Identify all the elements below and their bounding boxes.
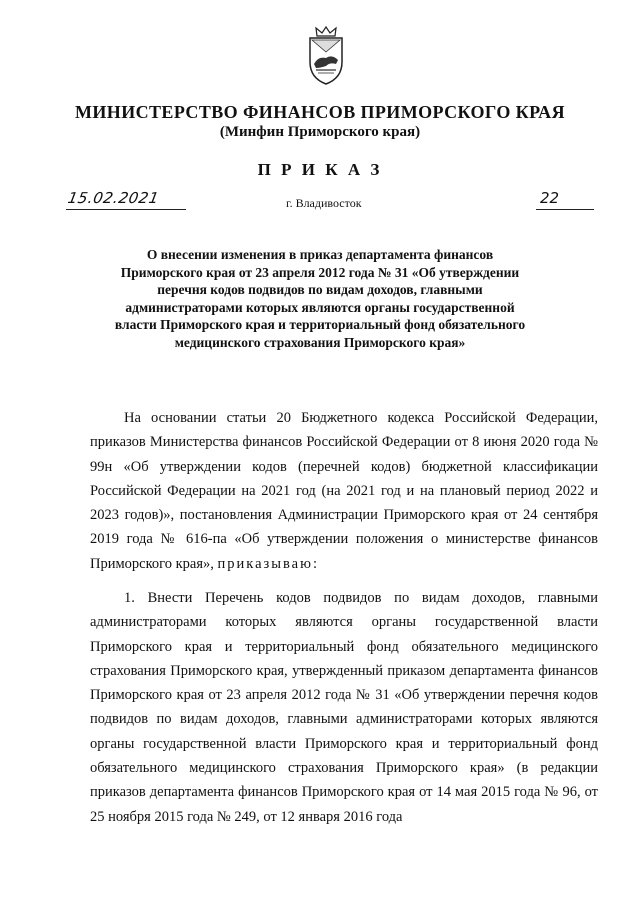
- document-date: 15.02.2021: [66, 189, 161, 207]
- paragraph-basis-text: На основании статьи 20 Бюджетного кодекса Российской Федерации, приказов Министерства финансов Российской Федерации от 8 июня 2020 года № 99н «Об утверждении кодов (перечней кодов) бюджетной классификации Российской Федерации на 2021 год (на 2021 год и на плановый период 2022 и 2023 годов)», постановления Администрации Приморского края от 24 сентября 2019 года № 616-па «Об утверждении положения о министерстве финансов Приморского края»,: [90, 410, 598, 572]
- paragraph-basis: [90, 406, 598, 576]
- paragraph-item-1: [90, 586, 598, 829]
- document-title: О внесении изменения в приказ департамента финансов Приморского края от 23 апреля 2012 года № 31 «Об утверждении перечня кодов подвидов по видам доходов, главными администраторами которых являются органы государственной власти Приморского края и территориальный фонд обязательного медицинского страхования Приморского края»: [114, 247, 526, 350]
- document-number: 22: [540, 189, 560, 207]
- paragraph-item-1-text: 1. Внести Перечень кодов подвидов по видам доходов, главными администраторами которых являются органы государственной власти Приморского края и территориальный фонд обязательного медицинского страхования Приморского края, утвержденный приказом департамента финансов Приморского края от 23 апреля 2012 года № 31 «Об утверждении перечня кодов подвидов по видам доходов, главными администраторами которых являются органы государственной власти Приморского края и территориальный фонд обязательного медицинского страхования Приморского края» (в редакции приказов департамента финансов Приморского края от 14 мая 2015 года № 96, от 25 ноября 2015 года № 249, от 12 января 2016 года: [90, 590, 598, 825]
- ministry-name: МИНИСТЕРСТВО ФИНАНСОВ ПРИМОРСКОГО КРАЯ: [75, 102, 565, 122]
- date-field: [66, 189, 186, 210]
- order-word: приказываю:: [217, 555, 319, 572]
- ministry-short-name: (Минфин Приморского края): [219, 124, 421, 140]
- document-type: П Р И К А З: [257, 160, 383, 179]
- number-field: [536, 189, 594, 210]
- city-label: г. Владивосток: [286, 196, 362, 210]
- coat-of-arms-emblem-icon: [302, 24, 350, 86]
